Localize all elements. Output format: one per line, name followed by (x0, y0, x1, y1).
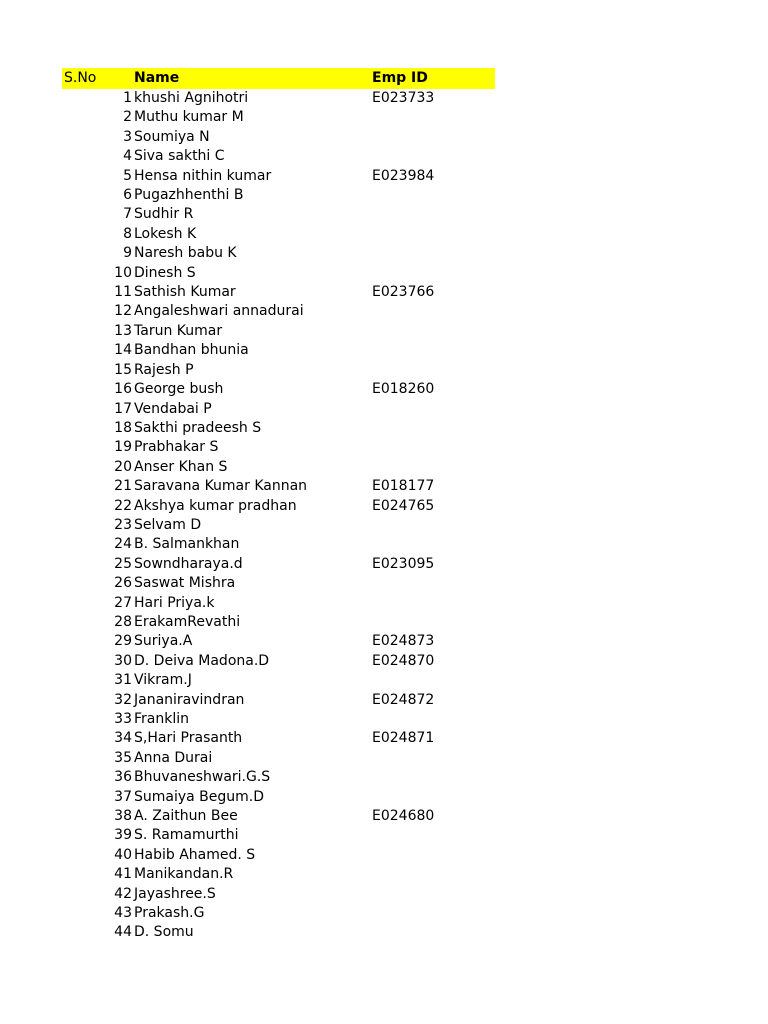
sno-cell: 39 (114, 827, 132, 844)
header-row (62, 68, 495, 89)
table-row (62, 419, 495, 438)
name-cell: B. Salmankhan (134, 536, 240, 553)
table-row (62, 322, 495, 341)
sno-cell: 19 (114, 439, 132, 456)
name-cell: D. Somu (134, 924, 194, 941)
name-cell: Hensa nithin kumar (134, 167, 272, 184)
empid-cell: E018177 (372, 478, 435, 495)
sno-cell: 9 (123, 245, 132, 262)
name-cell: Lokesh K (134, 225, 197, 242)
name-cell: Prabhakar S (134, 439, 219, 456)
sno-cell: 15 (114, 361, 132, 378)
table-row (62, 128, 495, 147)
name-cell: Jananiravindran (134, 691, 245, 708)
sno-cell: 43 (114, 905, 132, 922)
sno-cell: 14 (114, 342, 132, 359)
empid-cell: E023095 (372, 555, 435, 572)
name-cell: Vikram.J (134, 672, 192, 689)
table-row (62, 361, 495, 380)
table-row (62, 380, 495, 399)
name-cell: Naresh babu K (134, 245, 237, 262)
table-row (62, 555, 495, 574)
sno-cell: 22 (114, 497, 132, 514)
empid-cell: E024871 (372, 730, 435, 747)
table-row (62, 244, 495, 263)
name-cell: Prakash.G (134, 905, 205, 922)
empid-cell: E018260 (372, 381, 435, 398)
table-row (62, 147, 495, 166)
name-cell: Anna Durai (134, 749, 213, 766)
table-row (62, 89, 495, 108)
sno-cell: 3 (123, 128, 132, 145)
table-row (62, 652, 495, 671)
name-cell: Bandhan bhunia (134, 342, 249, 359)
sno-cell: 41 (114, 866, 132, 883)
sno-cell: 35 (114, 749, 132, 766)
sno-cell: 27 (114, 594, 132, 611)
name-cell: Angaleshwari annadurai (134, 303, 304, 320)
name-cell: D. Deiva Madona.D (134, 652, 270, 669)
sno-cell: 7 (123, 206, 132, 223)
sno-cell: 33 (114, 711, 132, 727)
name-cell: S. Ramamurthi (134, 827, 239, 844)
name-cell: S,Hari Prasanth (134, 730, 243, 747)
table-row (62, 302, 495, 321)
sno-cell: 24 (114, 536, 132, 553)
table-row (62, 186, 495, 205)
sno-cell: 20 (114, 458, 132, 475)
sno-cell: 1 (123, 90, 132, 106)
table-row (62, 516, 495, 535)
name-cell: Rajesh P (134, 361, 194, 378)
name-cell: Sathish Kumar (134, 284, 236, 301)
table-row (62, 710, 495, 729)
table-row (62, 341, 495, 360)
table-row (62, 729, 495, 748)
name-cell: Sakthi pradeesh S (134, 419, 262, 436)
employee-sheet (62, 68, 495, 943)
table-row (62, 497, 495, 516)
sno-cell: 42 (114, 885, 132, 902)
name-cell: Sudhir R (134, 206, 194, 223)
sno-cell: 34 (114, 730, 132, 747)
table-row (62, 225, 495, 244)
table-row (62, 826, 495, 845)
sno-cell: 32 (114, 691, 132, 708)
name-cell: Tarun Kumar (134, 322, 223, 339)
sno-cell: 12 (114, 303, 132, 320)
sno-cell: 23 (114, 516, 132, 533)
table-row (62, 477, 495, 496)
name-cell: Saravana Kumar Kannan (134, 478, 308, 495)
name-cell: Dinesh S (134, 264, 196, 281)
name-cell: Saswat Mishra (134, 575, 236, 592)
table-row (62, 671, 495, 690)
table-row (62, 205, 495, 224)
name-cell: Soumiya N (134, 128, 210, 145)
sno-cell: 29 (114, 633, 132, 650)
name-cell: ErakamRevathi (134, 613, 241, 630)
empid-cell: E024870 (372, 652, 435, 669)
name-cell: Suriya.A (134, 633, 193, 650)
table-row (62, 768, 495, 787)
sno-cell: 10 (114, 264, 132, 281)
sno-cell: 17 (114, 400, 132, 417)
name-cell: A. Zaithun Bee (134, 808, 238, 825)
header-empid: Emp ID (372, 70, 428, 86)
name-cell: Sumaiya Begum.D (134, 788, 265, 805)
table-row (62, 108, 495, 127)
empid-cell: E024765 (372, 497, 435, 514)
sno-cell: 2 (123, 109, 132, 126)
sno-cell: 26 (114, 575, 132, 592)
sno-cell: 37 (114, 788, 132, 805)
empid-cell: E024680 (372, 808, 435, 825)
table-row (62, 788, 495, 807)
table-row (62, 458, 495, 477)
sno-cell: 11 (114, 284, 132, 301)
table-row (62, 904, 495, 923)
empid-cell: E023733 (372, 90, 435, 106)
name-cell: Pugazhhenthi B (134, 187, 244, 204)
name-cell: Siva sakthi C (134, 148, 225, 165)
table-row (62, 167, 495, 186)
header-name: Name (134, 70, 180, 86)
sno-cell: 30 (114, 652, 132, 669)
table-row (62, 283, 495, 302)
table-row (62, 923, 495, 942)
name-cell: Vendabai P (134, 400, 212, 417)
sno-cell: 16 (114, 381, 132, 398)
sno-cell: 38 (114, 808, 132, 825)
empid-cell: E023766 (372, 284, 435, 301)
name-cell: Sowndharaya.d (134, 555, 243, 572)
sno-cell: 4 (123, 148, 132, 165)
name-cell: khushi Agnihotri (134, 90, 249, 106)
table-row (62, 400, 495, 419)
sno-cell: 44 (114, 924, 132, 941)
table-row (62, 846, 495, 865)
sno-cell: 18 (114, 419, 132, 436)
name-cell: George bush (134, 381, 224, 398)
header-sno: S.No (64, 70, 97, 86)
table-row (62, 535, 495, 554)
sno-cell: 13 (114, 322, 132, 339)
table-row (62, 594, 495, 613)
empid-cell: E024872 (372, 691, 435, 708)
sno-cell: 31 (114, 672, 132, 689)
name-cell: Muthu kumar M (134, 109, 244, 126)
sno-cell: 5 (123, 167, 132, 184)
table-row (62, 865, 495, 884)
empid-cell: E023984 (372, 167, 435, 184)
name-cell: Franklin (134, 711, 190, 727)
sno-cell: 28 (114, 613, 132, 630)
name-cell: Hari Priya.k (134, 594, 215, 611)
empid-cell: E024873 (372, 633, 435, 650)
table-row (62, 574, 495, 593)
table-row (62, 264, 495, 283)
table-row (62, 438, 495, 457)
employee-rows (62, 89, 495, 943)
sno-cell: 21 (114, 478, 132, 495)
name-cell: Akshya kumar pradhan (134, 497, 297, 514)
name-cell: Habib Ahamed. S (134, 846, 256, 863)
table-row (62, 749, 495, 768)
table-row (62, 807, 495, 826)
sno-cell: 25 (114, 555, 132, 572)
table-row (62, 885, 495, 904)
sno-cell: 8 (123, 225, 132, 242)
table-row (62, 632, 495, 651)
name-cell: Anser Khan S (134, 458, 228, 475)
table-row (62, 691, 495, 710)
sno-cell: 36 (114, 769, 132, 786)
name-cell: Manikandan.R (134, 866, 234, 883)
name-cell: Selvam D (134, 516, 202, 533)
sno-cell: 6 (123, 187, 132, 204)
table-row (62, 613, 495, 632)
name-cell: Jayashree.S (134, 885, 216, 902)
name-cell: Bhuvaneshwari.G.S (134, 769, 271, 786)
sno-cell: 40 (114, 846, 132, 863)
